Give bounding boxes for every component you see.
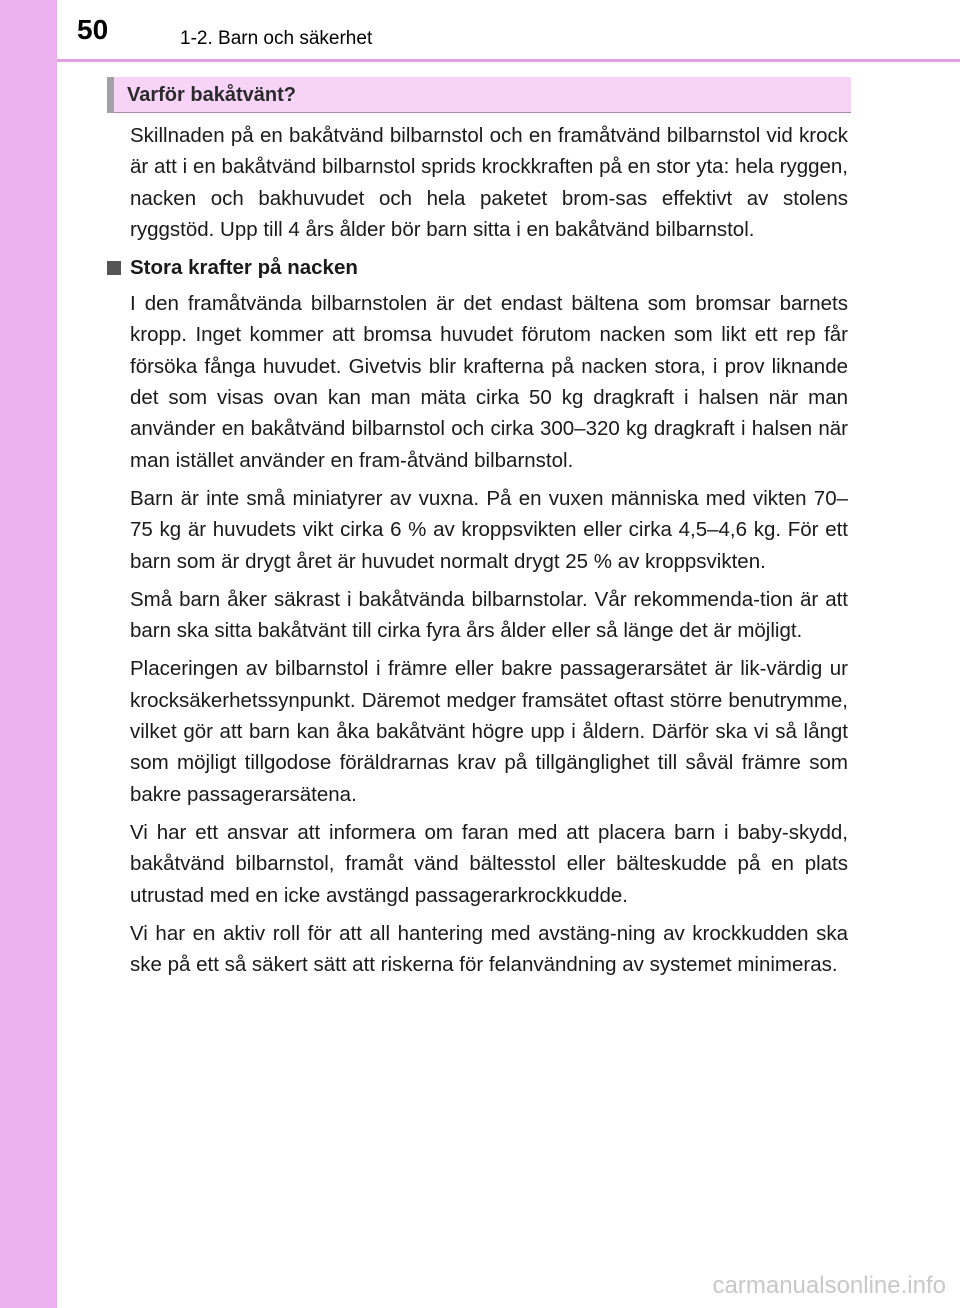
page-number: 50	[77, 14, 109, 45]
section-title: Varför bakåtvänt?	[127, 84, 296, 106]
side-color-band	[0, 0, 57, 1308]
paragraph: Vi har en aktiv roll för att all hantering med avstäng-ning av krockkudden ska ske på ett så säkert sätt att riskerna för felanvändning av systemet minimeras.	[130, 921, 848, 977]
page-header	[57, 0, 960, 57]
square-bullet-icon	[107, 261, 121, 275]
section-heading-bar	[107, 77, 114, 113]
paragraph: Placeringen av bilbarnstol i främre eller bakre passagerarsätet är lik-värdig ur krocksäkerhetssynpunkt. Däremot medger framsätet oftast större benutrymme, vilket gör att barn kan åka bakåtvänt högre upp i åldern. Därför ska vi så långt som möjligt tillgodose föräldrarnas krav på tillgänglighet till såväl främre som bakre passagerarsätena.	[130, 657, 848, 806]
watermark: carmanualsonline.info	[712, 1272, 946, 1299]
paragraph: Vi har ett ansvar att informera om faran med att placera barn i baby-skydd, bakåtvänd bilbarnstol, framåt vänd bältesstol eller bälteskudde på en plats utrustad med en icke avstängd passagerarkrockkudde.	[130, 820, 848, 907]
header-divider	[57, 59, 960, 62]
intro-paragraph: Skillnaden på en bakåtvänd bilbarnstol och en framåtvänd bilbarnstol vid krock är att i en bakåtvänd bilbarnstol sprids krockkraften på en stor yta: hela ryggen, nacken och bakhuvudet och hela paketet brom-sas effektivt av stolens ryggstöd. Upp till 4 års ålder bör barn sitta i en bakåtvänd bilbarnstol.	[130, 124, 848, 241]
paragraph: Barn är inte små miniatyrer av vuxna. På en vuxen människa med vikten 70–75 kg är huvudets vikt cirka 6 % av kroppsvikten eller cirka 4,5–4,6 kg. För ett barn som är drygt året är huvudet normalt drygt 25 % av kroppsvikten.	[130, 486, 848, 573]
subheading	[105, 252, 848, 283]
paragraph: Små barn åker säkrast i bakåtvända bilbarnstolar. Vår rekommenda-tion är att barn ska sitta bakåtvänt till cirka fyra års ålder eller så länge det är möjligt.	[130, 587, 848, 643]
subheading-title: Stora krafter på nacken	[130, 256, 358, 280]
chapter-title: 1-2. Barn och säkerhet	[180, 28, 373, 49]
body-content	[130, 120, 848, 987]
section-heading-box	[107, 77, 851, 113]
paragraph: I den framåtvända bilbarnstolen är det endast bältena som bromsar barnets kropp. Inget kommer att bromsa huvudet förutom nacken som likt ett rep får försöka fånga huvudet. Givetvis blir krafterna på nacken stora, i prov liknande det som visas ovan kan man mäta cirka 50 kg dragkraft i halsen när man använder en bakåtvänd bilbarnstol och cirka 300–320 kg dragkraft i halsen när man istället använder en fram-åtvänd bilbarnstol.	[130, 292, 848, 472]
